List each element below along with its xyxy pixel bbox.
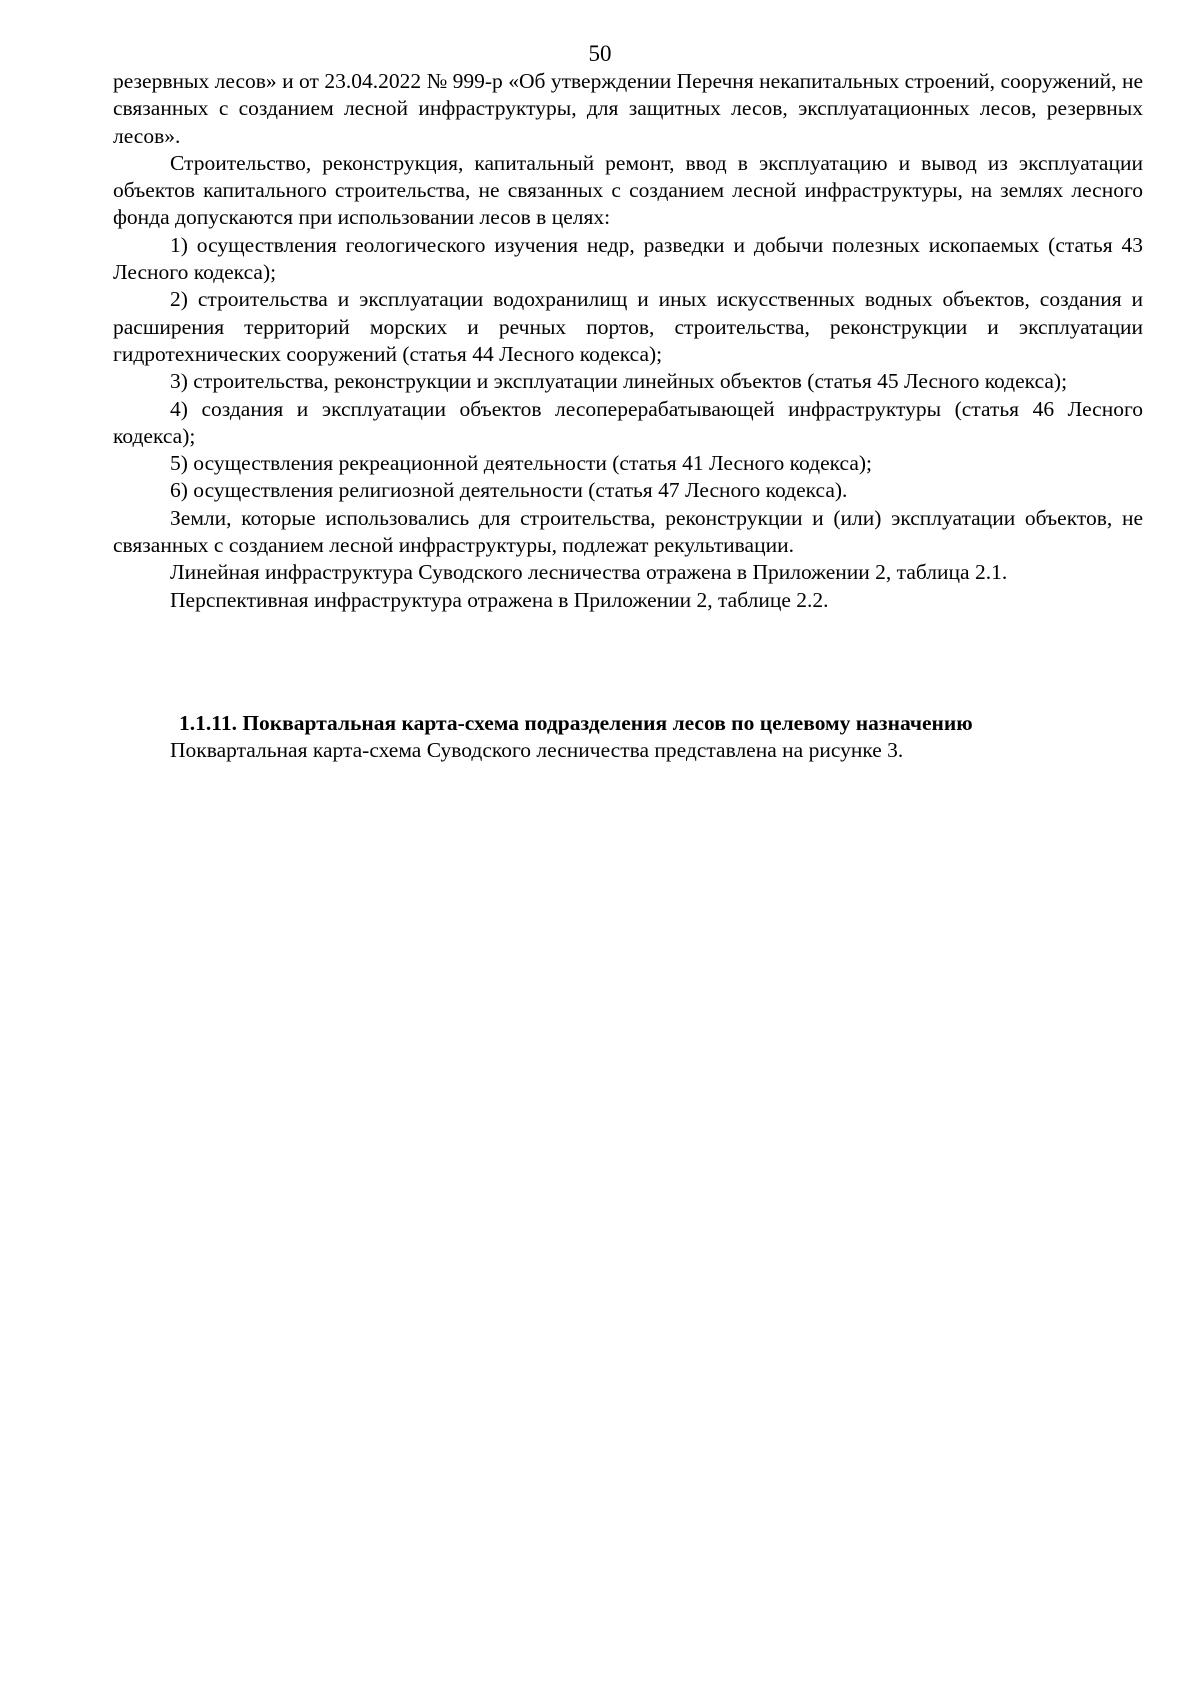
list-item-4: 4) создания и эксплуатации объектов лесоперерабатывающей инфраструктуры (статья 46 Лесного кодекса); [113, 396, 1143, 448]
list-item-2: 2) строительства и эксплуатации водохранилищ и иных искусственных водных объектов, создания и расширения территорий морских и речных портов, строительства, реконструкции и эксплуатации гидротехнических сооружений (статья 44 Лесного кодекса); [113, 287, 1143, 366]
list-item-6: 6) осуществления религиозной деятельности (статья 47 Лесного кодекса). [170, 478, 848, 503]
list-item-1: 1) осуществления геологического изучения недр, разведки и добычи полезных ископаемых (статья 43 Лесного кодекса); [113, 232, 1143, 285]
paragraph-construction-rules: Строительство, реконструкция, капитальный ремонт, ввод в эксплуатацию и вывод из эксплуатации объектов капитального строительства, не связанных с созданием лесной инфраструктуры, на землях лесного фонда допускаются при использовании лесов в целях: [113, 150, 1143, 230]
paragraph-recultivation: Земли, которые использовались для строительства, реконструкции и (или) эксплуатации объектов, не связанных с созданием лесной инфраструктуры, подлежат рекультивации. [113, 505, 1143, 558]
section-1-1-11 [113, 710, 1143, 765]
paragraph-continuation: резервных лесов» и от 23.04.2022 № 999-р «Об утверждении Перечня некапитальных строений, сооружений, не связанных с созданием лесной инфраструктуры, для защитных лесов, эксплуатационных лесов, резервных лесов». [113, 69, 1143, 148]
paragraph-linear-infrastructure: Линейная инфраструктура Суводского лесничества отражена в Приложении 2, таблица 2.1. [170, 560, 1008, 585]
list-item-3: 3) строительства, реконструкции и эксплуатации линейных объектов (статья 45 Лесного кодекса); [170, 369, 1068, 394]
list-item-5: 5) осуществления рекреационной деятельности (статья 41 Лесного кодекса); [170, 451, 873, 476]
paragraph-perspective-infrastructure: Перспективная инфраструктура отражена в Приложении 2, таблице 2.2. [170, 587, 829, 612]
page-number: 50 [588, 41, 612, 66]
body-text [113, 68, 1143, 614]
section-heading: 1.1.11. Поквартальная карта-схема подразделения лесов по целевому назначению [179, 711, 973, 735]
section-text: Поквартальная карта-схема Суводского лесничества представлена на рисунке 3. [170, 738, 904, 763]
